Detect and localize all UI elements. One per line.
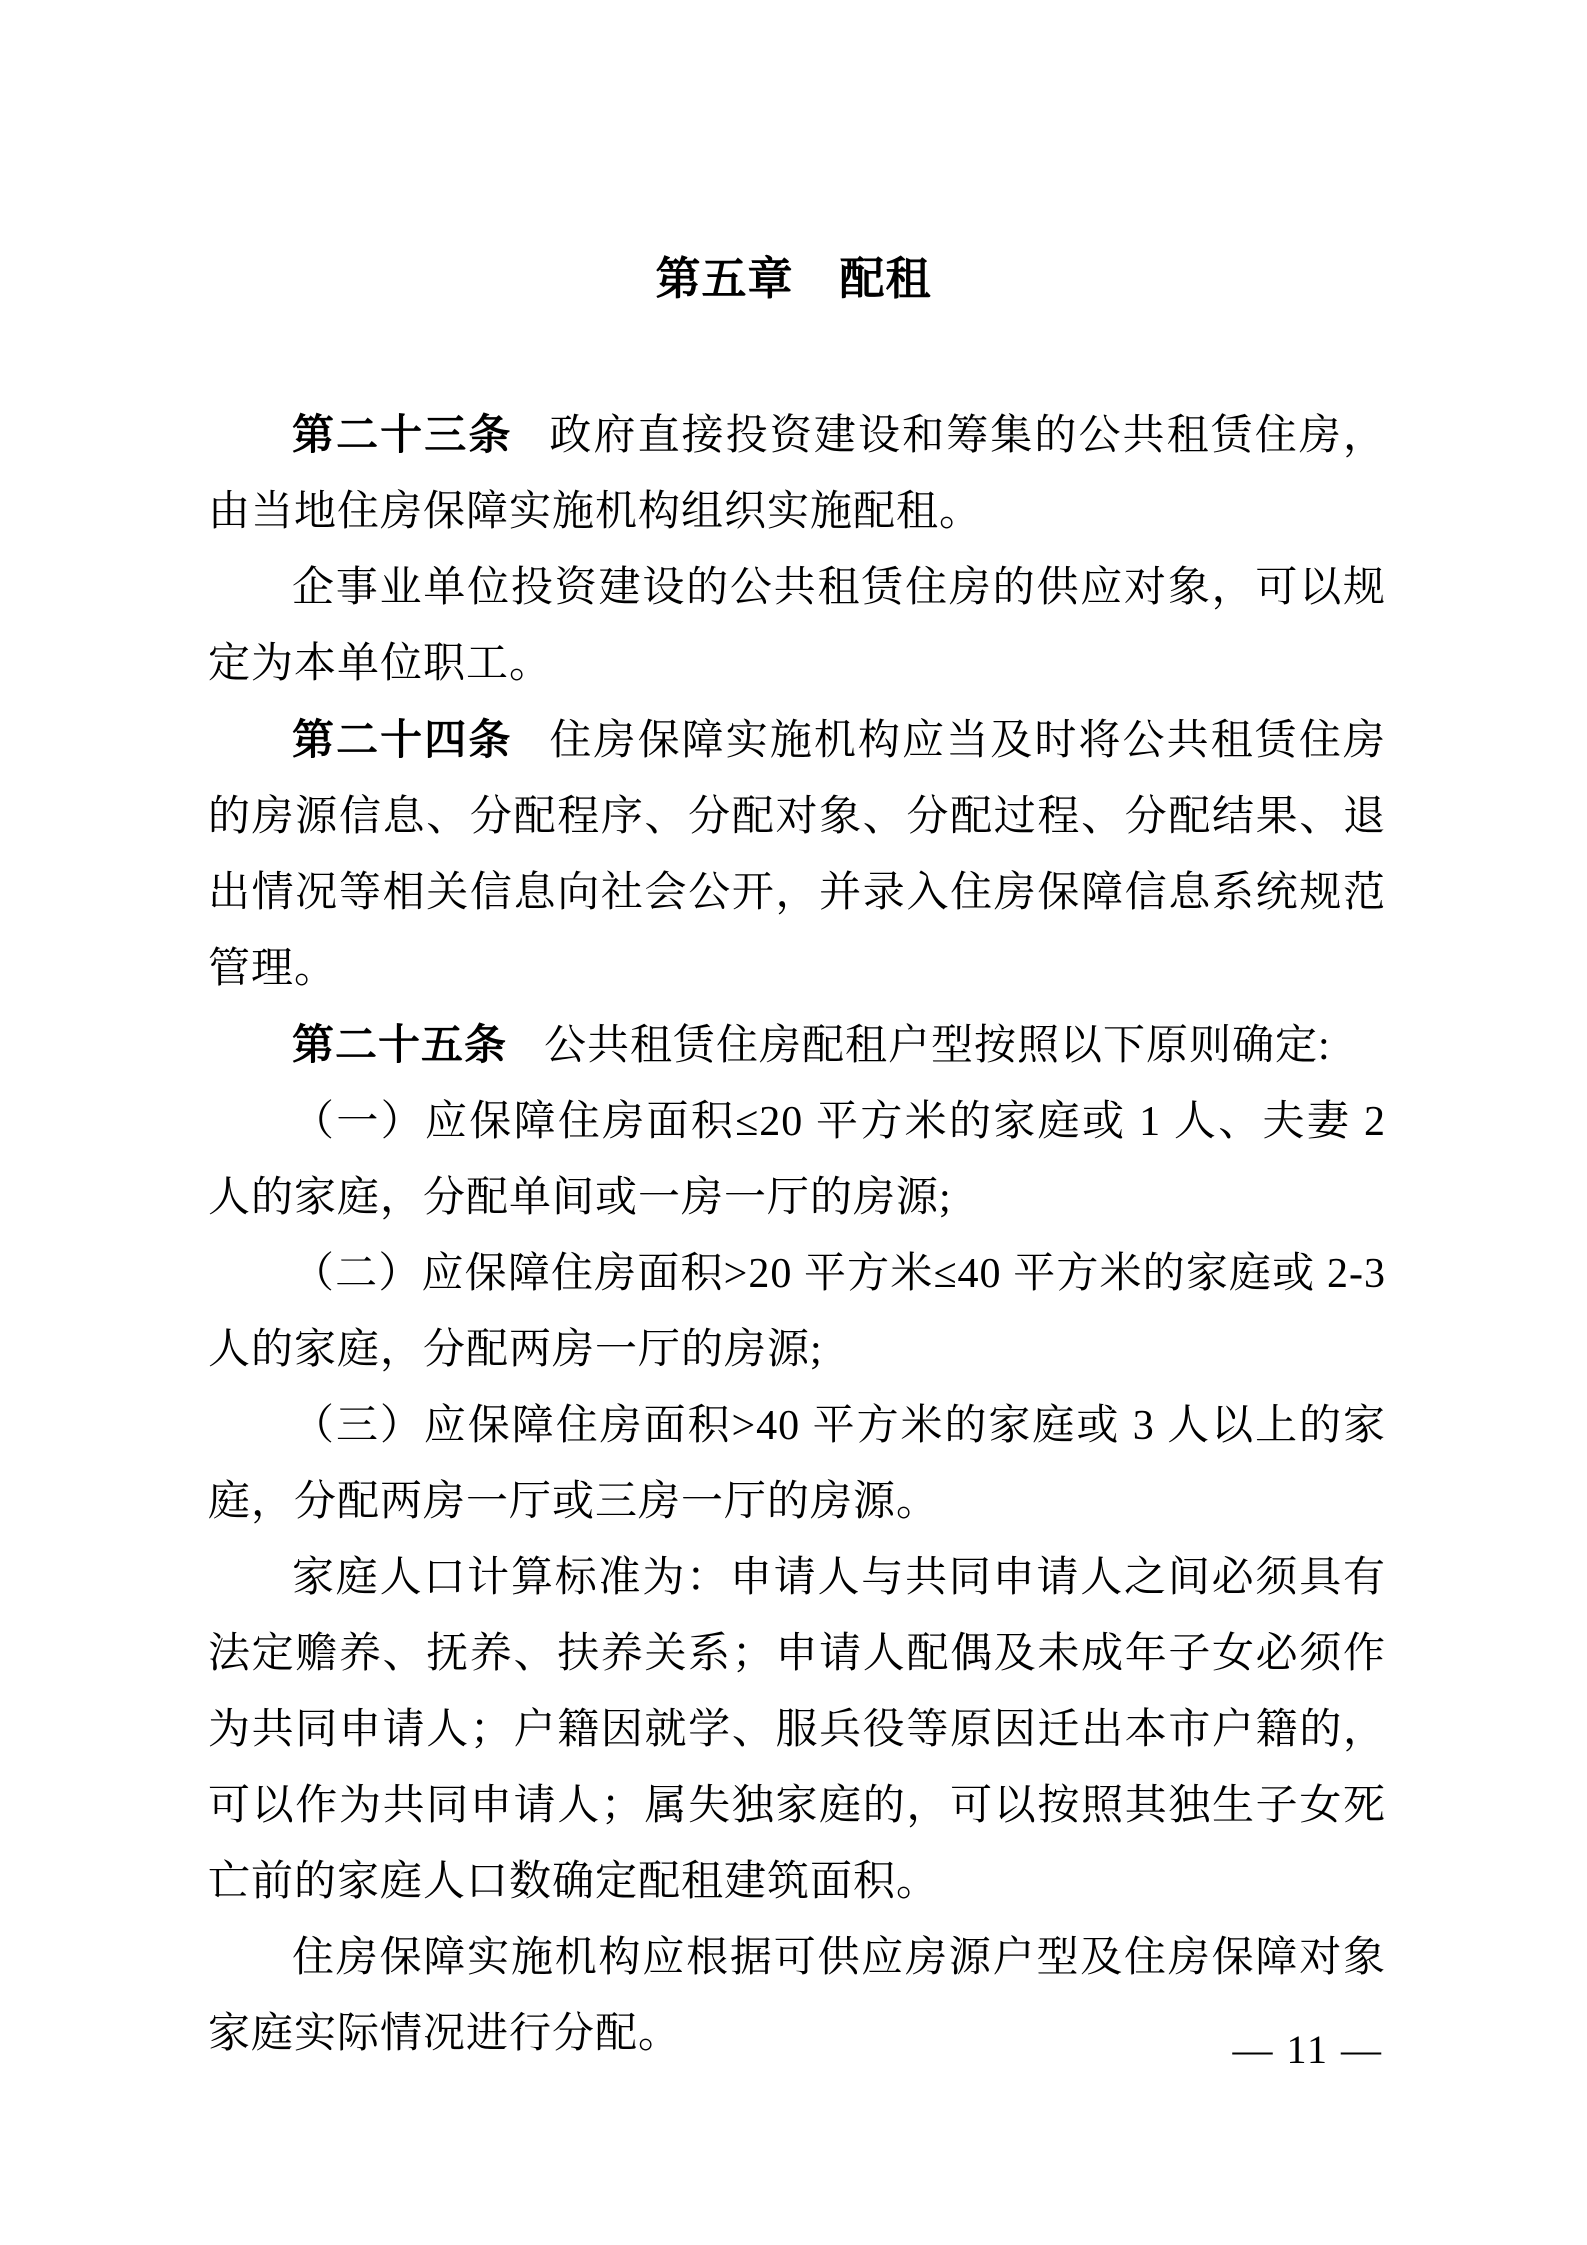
paragraph-item-1 bbox=[208, 1084, 1386, 1236]
paragraph-text: 住房保障实施机构应当及时将公共租赁住房的房源信息、分配程序、分配对象、分配过程、分配结果、退出情况等相关信息向社会公开，并录入住房保障信息系统规范管理。 bbox=[208, 718, 1386, 992]
article-24-number: 第二十四条 bbox=[292, 716, 513, 763]
paragraph bbox=[208, 550, 1386, 702]
paragraph-item-2 bbox=[208, 1236, 1386, 1388]
paragraph-text: 住房保障实施机构应根据可供应房源户型及住房保障对象家庭实际情况进行分配。 bbox=[208, 1935, 1386, 2057]
article-23-number: 第二十三条 bbox=[292, 411, 513, 458]
page-number: — 11 — bbox=[1232, 2027, 1383, 2072]
chapter-title: 第五章 配租 bbox=[655, 253, 932, 304]
paragraph-text: （二）应保障住房面积>20 平方米≤40 平方米的家庭或 2-3 人的家庭，分配两房一厅的房源; bbox=[208, 1251, 1386, 1373]
paragraph-text: （一）应保障住房面积≤20 平方米的家庭或 1 人、夫妻 2 人的家庭，分配单间或一房一厅的房源; bbox=[208, 1099, 1386, 1221]
paragraph-text: （三）应保障住房面积>40 平方米的家庭或 3 人以上的家庭，分配两房一厅或三房一厅的房源。 bbox=[208, 1403, 1386, 1525]
paragraph-text: 政府直接投资建设和筹集的公共租赁住房，由当地住房保障实施机构组织实施配租。 bbox=[208, 413, 1386, 535]
article-25-number: 第二十五条 bbox=[292, 1021, 508, 1068]
paragraph bbox=[208, 1540, 1386, 1920]
paragraph-article-24 bbox=[208, 702, 1386, 1007]
paragraph-article-25 bbox=[208, 1007, 1386, 1084]
paragraph bbox=[208, 1920, 1386, 2072]
document-body bbox=[208, 397, 1386, 2072]
paragraph-article-23 bbox=[208, 397, 1386, 550]
paragraph-item-3 bbox=[208, 1388, 1386, 1540]
paragraph-text: 企事业单位投资建设的公共租赁住房的供应对象，可以规定为本单位职工。 bbox=[208, 565, 1386, 687]
paragraph-text: 家庭人口计算标准为：申请人与共同申请人之间必须具有法定赡养、抚养、扶养关系；申请人配偶及未成年子女必须作为共同申请人；户籍因就学、服兵役等原因迁出本市户籍的，可以作为共同申请人；属失独家庭的，可以按照其独生子女死亡前的家庭人口数确定配租建筑面积。 bbox=[208, 1555, 1386, 1905]
paragraph-text: 公共租赁住房配租户型按照以下原则确定: bbox=[543, 1023, 1331, 1069]
